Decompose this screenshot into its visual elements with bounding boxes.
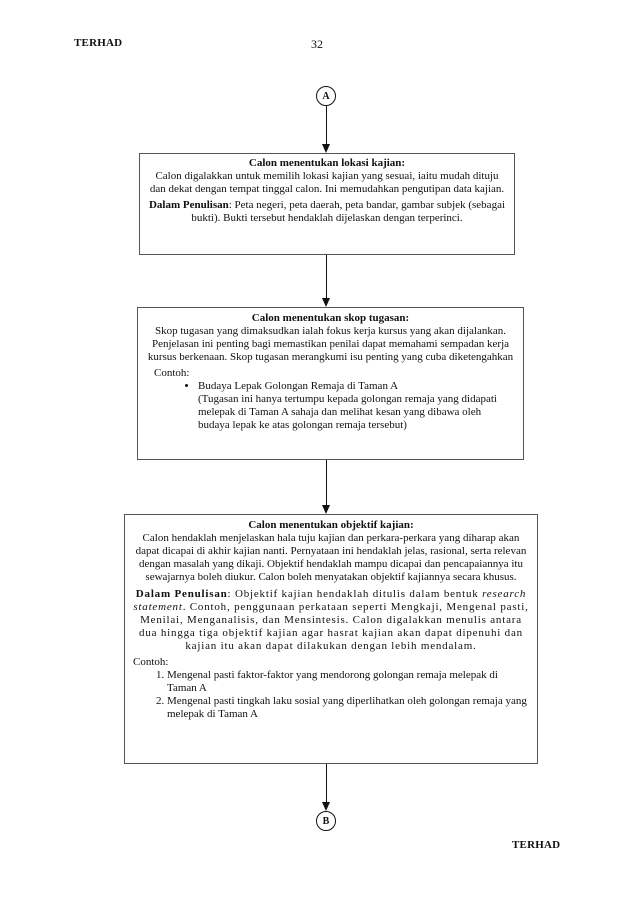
objective-box [124,514,538,764]
objective-title: Calon menentukan objektif kajian: [248,519,414,531]
objective-example-list [133,669,529,721]
objective-body: Calon hendaklah menjelaskan hala tuju kajian dan perkara-perkara yang diharap akan dapat dicapai di akhir kajian nanti. Pernyataan ini hendaklah jelas, rasional, serta relevan dengan masalah yang dikaji. Objektif hendaklah mampu dicapai dan pencapaiannya itu sewajarnya boleh diukur. Calon boleh menyatakan objektif kajiannya secara khusus. [135,532,527,583]
arrow-line-1 [326,106,327,144]
scope-example-note: (Tugasan ini hanya tertumpu kepada golongan remaja yang didapati melepak di Taman A sahaja dan melihat kesan yang dibawa oleh budaya lepak ke atas golongan remaja tersebut) [198,393,497,431]
objective-writing-italic: research statement [133,588,527,613]
footer-restricted-label: TERHAD [512,839,561,851]
arrow-head-2 [322,298,330,307]
scope-body: Skop tugasan yang dimaksudkan ialah fokus kerja kursus yang akan dijalankan. Penjelasan ini penting bagi memastikan penilai dapat memahami sempadan kerja kursus berkenaan. Skop tugasan merangkumi isu penting yang cuba diketengahkan [147,325,514,363]
arrow-line-3 [326,460,327,505]
location-box [139,153,515,255]
scope-example-title: Budaya Lepak Golongan Remaja di Taman A [198,380,399,392]
location-writing-label: Dalam Penulisan [148,199,229,211]
objective-writing [133,588,529,653]
location-body: Calon digalakkan untuk memilih lokasi kajian yang sesuai, iaitu mudah dituju dan dekat dengan tempat tinggal calon. Ini memudahkan pengutipan data kajian. [149,170,505,195]
list-item: 2. Mengenal pasti tingkah laku sosial yang diperlihatkan oleh golongan remaja yang melepak di Taman A [167,695,529,721]
page-number: 32 [311,37,323,51]
arrow-head-1 [322,144,330,153]
objective-example-label: Contoh: [133,656,169,668]
arrow-line-2 [326,255,327,298]
location-writing-text: : Peta negeri, peta daerah, peta bandar, gambar subjek (sebagai bukti). Bukti tersebut hendaklah dijelaskan dengan terperinci. [191,199,506,224]
scope-box [137,307,524,460]
objective-writing-label: Dalam Penulisan [135,588,228,600]
connector-a: A [316,86,336,106]
arrow-head-3 [322,505,330,514]
connector-b: B [316,811,336,831]
scope-example-list [146,380,515,432]
list-item: 1. Mengenal pasti faktor-faktor yang mendorong golongan remaja melepak di Taman A [167,669,529,695]
objective-writing-a: : Objektif kajian hendaklah ditulis dalam bentuk [227,588,483,600]
arrow-head-4 [322,802,330,811]
scope-title: Calon menentukan skop tugasan: [251,312,410,324]
objective-writing-b: . Contoh, penggunaan perkataan seperti Mengkaji, Mengenal pasti, Menilai, Menganalisis, dan Mensintesis. Calon digalakkan menulis antara dua hingga tiga objektif kajian agar hasrat kajian akan dapat dipenuhi dan kajian itu akan dapat dilakukan dengan lebih mendalam. [139,601,529,652]
list-item [198,380,515,432]
header-restricted-label: TERHAD [74,37,123,49]
location-title: Calon menentukan lokasi kajian: [248,157,406,169]
location-writing [148,199,506,225]
arrow-line-4 [326,764,327,802]
scope-example-label: Contoh: [154,367,190,379]
